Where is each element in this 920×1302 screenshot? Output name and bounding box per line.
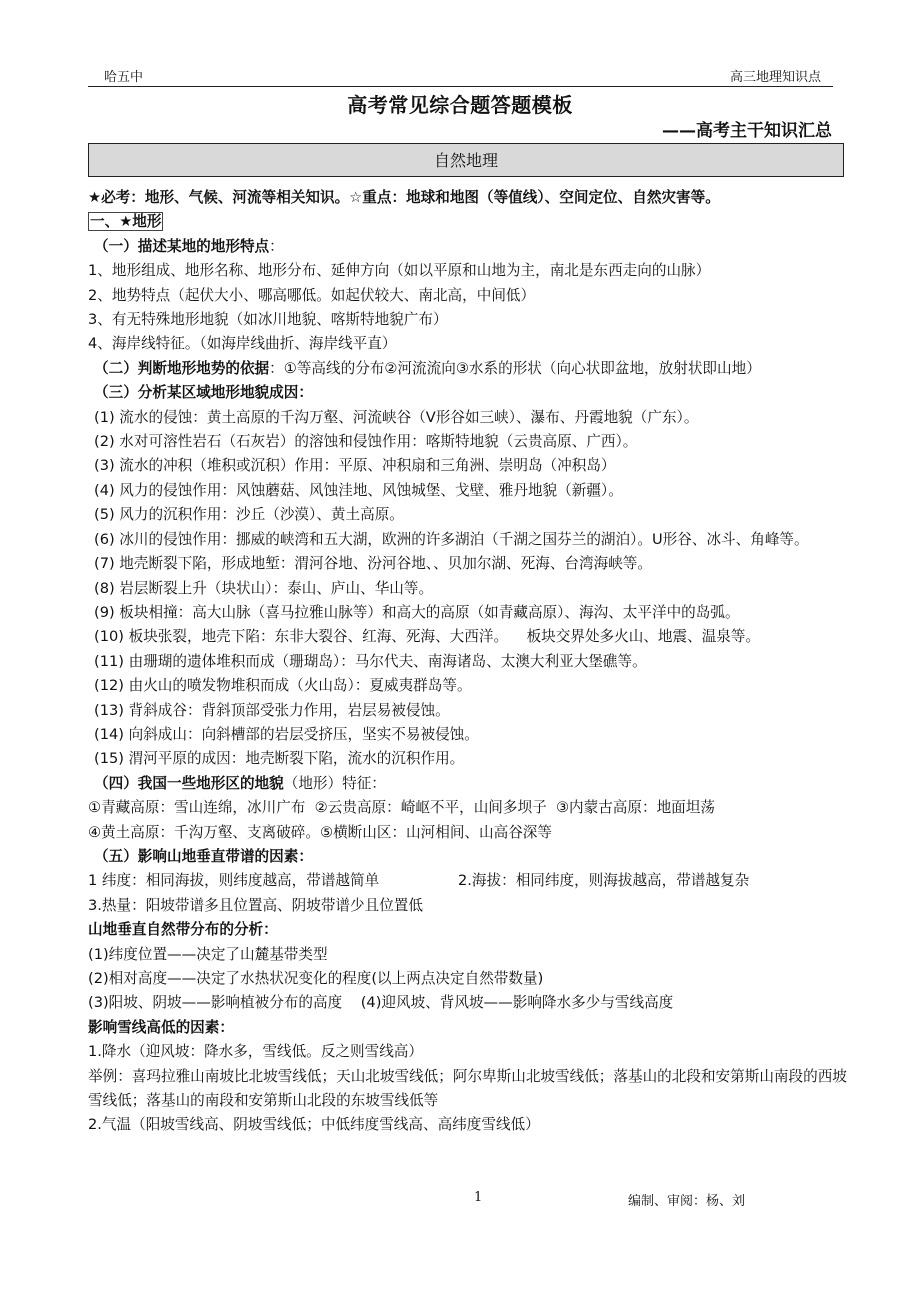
header-school: 哈五中 <box>104 70 144 85</box>
page-header <box>88 64 833 87</box>
subheading-3: （三）分析某区域地形地貌成因： <box>94 384 313 402</box>
subheading-1 <box>88 235 848 259</box>
section-banner: 自然地理 <box>88 143 844 177</box>
list-item: ④黄土高原：千沟万壑、支离破碎。⑤横断山区：山河相间、山高谷深等 <box>88 823 552 841</box>
factor-latitude: 1 纬度：相同海拔，则纬度越高，带谱越简单 <box>88 872 380 890</box>
list-item: (8) 岩层断裂上升（块状山）：泰山、庐山、华山等。 <box>94 579 434 597</box>
subheading-1-label: （一）描述某地的地形特点 <box>94 237 270 255</box>
list-item: 2、地势特点（起伏大小、哪高哪低。如起伏较大、南北高，中间低） <box>88 286 536 304</box>
header-course: 高三地理知识点 <box>729 70 821 85</box>
list-item: (9) 板块相撞：高大山脉（喜马拉雅山脉等）和高大的高原（如青藏高原）、海沟、太平洋中的岛弧。 <box>94 603 740 621</box>
list-item: (1) 流水的侵蚀：黄土高原的千沟万壑、河流峡谷（V形谷如三峡）、瀑布、丹霞地貌（广东）。 <box>94 408 699 426</box>
list-item: (5) 风力的沉积作用：沙丘（沙漠）、黄土高原。 <box>94 506 404 524</box>
editor-credit: 编制、审阅：杨、刘 <box>628 1194 746 1209</box>
document-body <box>88 186 848 1138</box>
list-item: (15) 渭河平原的成因：地壳断裂下陷，流水的沉积作用。 <box>94 750 465 768</box>
subheading-5: （五）影响山地垂直带谱的因素： <box>94 847 313 865</box>
subheading-7: 影响雪线高低的因素： <box>88 1018 234 1036</box>
list-item: (2)相对高度——决定了水热状况变化的程度(以上两点决定自然带数量) <box>88 970 544 987</box>
list-item: (4) 风力的侵蚀作用：风蚀蘑菇、风蚀洼地、风蚀城堡、戈壁、雅丹地貌（新疆）。 <box>94 481 623 499</box>
document-subtitle: ——高考主干知识汇总 <box>662 121 832 141</box>
list-item: 1、地形组成、地形名称、地形分布、延伸方向（如以平原和山地为主，南北是东西走向的山脉） <box>88 262 711 280</box>
subheading-2-text: ：①等高线的分布②河流流向③水系的形状（向心状即盆地，放射状即山地） <box>269 359 761 377</box>
subheading-4-label: （四）我国一些地形区的地貌 <box>94 774 284 792</box>
subheading-6: 山地垂直自然带分布的分析： <box>88 921 278 939</box>
list-item: 1.降水（迎风坡：降水多，雪线低。反之则雪线高） <box>88 1043 423 1061</box>
list-item: (13) 背斜成谷：背斜顶部受张力作用，岩层易被侵蚀。 <box>94 701 450 719</box>
list-item: 2.气温（阳坡雪线高、阴坡雪线低；中低纬度雪线高、高纬度雪线低） <box>88 1116 540 1134</box>
page-number: 1 <box>474 1190 483 1205</box>
section-heading <box>88 210 848 234</box>
list-item: (3)阳坡、阴坡——影响植被分布的高度 (4)迎风坡、背风坡——影响降水多少与雪线高度 <box>88 994 674 1012</box>
subheading-1-colon: ： <box>269 237 284 255</box>
list-item: 3.热量：阳坡带谱多且位置高、阴坡带谱少且位置低 <box>88 896 423 914</box>
list-item: (10) 板块张裂，地壳下陷：东非大裂谷、红海、死海、大西洋。 板块交界处多火山、地震、温泉等。 <box>94 628 761 646</box>
subheading-4 <box>88 772 848 796</box>
subheading-2 <box>88 357 848 381</box>
list-item: 3、有无特殊地形地貌（如冰川地貌、喀斯特地貌广布） <box>88 311 448 329</box>
factor-row <box>88 869 848 893</box>
list-item: (3) 流水的冲积（堆积或沉积）作用：平原、冲积扇和三角洲、崇明岛（冲积岛） <box>94 457 616 475</box>
list-item: 4、海岸线特征。（如海岸线曲折、海岸线平直） <box>88 335 397 353</box>
subheading-4-text: （地形）特征： <box>283 774 386 792</box>
list-item: 举例：喜玛拉雅山南坡比北坡雪线低；天山北坡雪线低；阿尔卑斯山北坡雪线低；落基山的北段和安第斯山南段的西坡雪线低；落基山的南段和安第斯山北段的东坡雪线低等 <box>88 1067 847 1110</box>
document-title: 高考常见综合题答题模板 <box>347 93 573 117</box>
list-item: (7) 地壳断裂下陷，形成地堑：渭河谷地、汾河谷地、、贝加尔湖、死海、台湾海峡等。 <box>94 555 652 573</box>
list-item: (2) 水对可溶性岩石（石灰岩）的溶蚀和侵蚀作用：喀斯特地貌（云贵高原、广西）。 <box>94 433 638 451</box>
list-item: (11) 由珊瑚的遗体堆积而成（珊瑚岛）：马尔代夫、南海诸岛、太澳大利亚大堡礁等。 <box>94 652 647 670</box>
list-item: (1)纬度位置——决定了山麓基带类型 <box>88 945 328 963</box>
list-item: (14) 向斜成山：向斜槽部的岩层受挤压，坚实不易被侵蚀。 <box>94 725 479 743</box>
subheading-2-label: （二）判断地形地势的依据 <box>94 359 270 377</box>
section-heading-label: 一、★地形 <box>90 213 162 231</box>
list-item: (6) 冰川的侵蚀作用：挪威的峡湾和五大湖，欧洲的许多湖泊（千湖之国芬兰的湖泊）。U形谷、冰斗、角峰等。 <box>94 530 809 548</box>
list-item: (12) 由火山的喷发物堆积而成（火山岛）：夏威夷群岛等。 <box>94 677 472 695</box>
factor-altitude: 2.海拔：相同纬度，则海拔越高，带谱越复杂 <box>458 872 750 890</box>
list-item: ①青藏高原：雪山连绵，冰川广布 ②云贵高原：崎岖不平，山间多坝子 ③内蒙古高原：地面坦荡 <box>88 799 715 817</box>
key-points: ★必考：地形、气候、河流等相关知识。☆重点：地球和地图（等值线）、空间定位、自然灾害等。 <box>88 189 720 206</box>
